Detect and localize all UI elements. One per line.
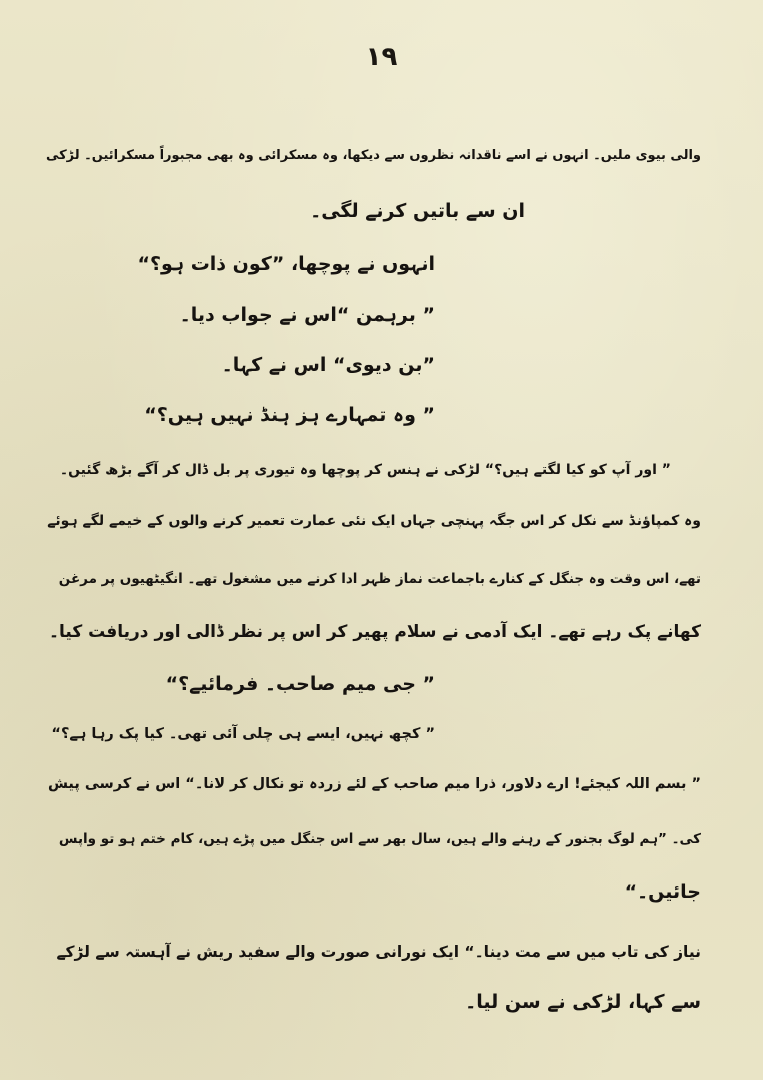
text-line: ان سے باتیں کرنے لگی۔ <box>310 200 525 222</box>
page-number: ١٩ <box>365 42 398 72</box>
text-line: والی بیوی ملیں۔ انہوں نے اسے ناقدانہ نظروں سے دیکھا، وہ مسکرائی وہ بھی مجبوراً مسکرائیں۔ لڑکی <box>45 148 701 163</box>
text-line: وہ کمپاؤنڈ سے نکل کر اس جگہ پہنچی جہاں ایک نئی عمارت تعمیر کرنے والوں کے خیمے لگے ہوئے <box>47 513 701 529</box>
text-line: سے کہا، لڑکی نے سن لیا۔ <box>465 991 701 1013</box>
text-line: ”بن دیوی“ اس نے کہا۔ <box>221 354 435 376</box>
text-line: انہوں نے پوچھا، ”کون ذات ہو؟“ <box>137 253 435 275</box>
text-line: کھانے پک رہے تھے۔ ایک آدمی نے سلام پھیر کر اس پر نظر ڈالی اور دریافت کیا۔ <box>49 622 701 642</box>
text-line: ” وہ تمہارے ہز ہنڈ نہیں ہیں؟“ <box>144 404 435 426</box>
text-line: ” برہمن “اس نے جواب دیا۔ <box>179 304 435 326</box>
text-line: ” اور آپ کو کیا لگتے ہیں؟“ لڑکی نے ہنس کر پوچھا وہ تیوری پر بل ڈال کر آگے بڑھ گئیں۔ <box>59 462 671 478</box>
text-line: تھے، اس وقت وہ جنگل کے کنارے باجماعت نماز ظہر ادا کرنے میں مشغول تھے۔ انگیٹھیوں پر مرغن <box>58 571 701 587</box>
text-line: ” جی میم صاحب۔ فرمائیے؟“ <box>165 673 435 695</box>
text-line: جائیں۔“ <box>624 881 701 903</box>
text-line: ” کچھ نہیں، ایسے ہی چلی آئی تھی۔ کیا پک رہا ہے؟“ <box>51 726 435 742</box>
text-line: نیاز کی تاب میں سے مت دینا۔“ ایک نورانی صورت والے سفید ریش نے آہستہ سے لڑکے <box>56 943 701 961</box>
text-line: ” بسم اللہ کیجئے! ارے دلاور، ذرا میم صاحب کے لئے زردہ تو نکال کر لانا۔“ اس نے کرسی پیش <box>47 776 701 792</box>
text-line: کی۔ ”ہم لوگ بجنور کے رہنے والے ہیں، سال بھر سے اس جنگل میں پڑے ہیں، کام ختم ہو تو واپس <box>58 831 701 847</box>
